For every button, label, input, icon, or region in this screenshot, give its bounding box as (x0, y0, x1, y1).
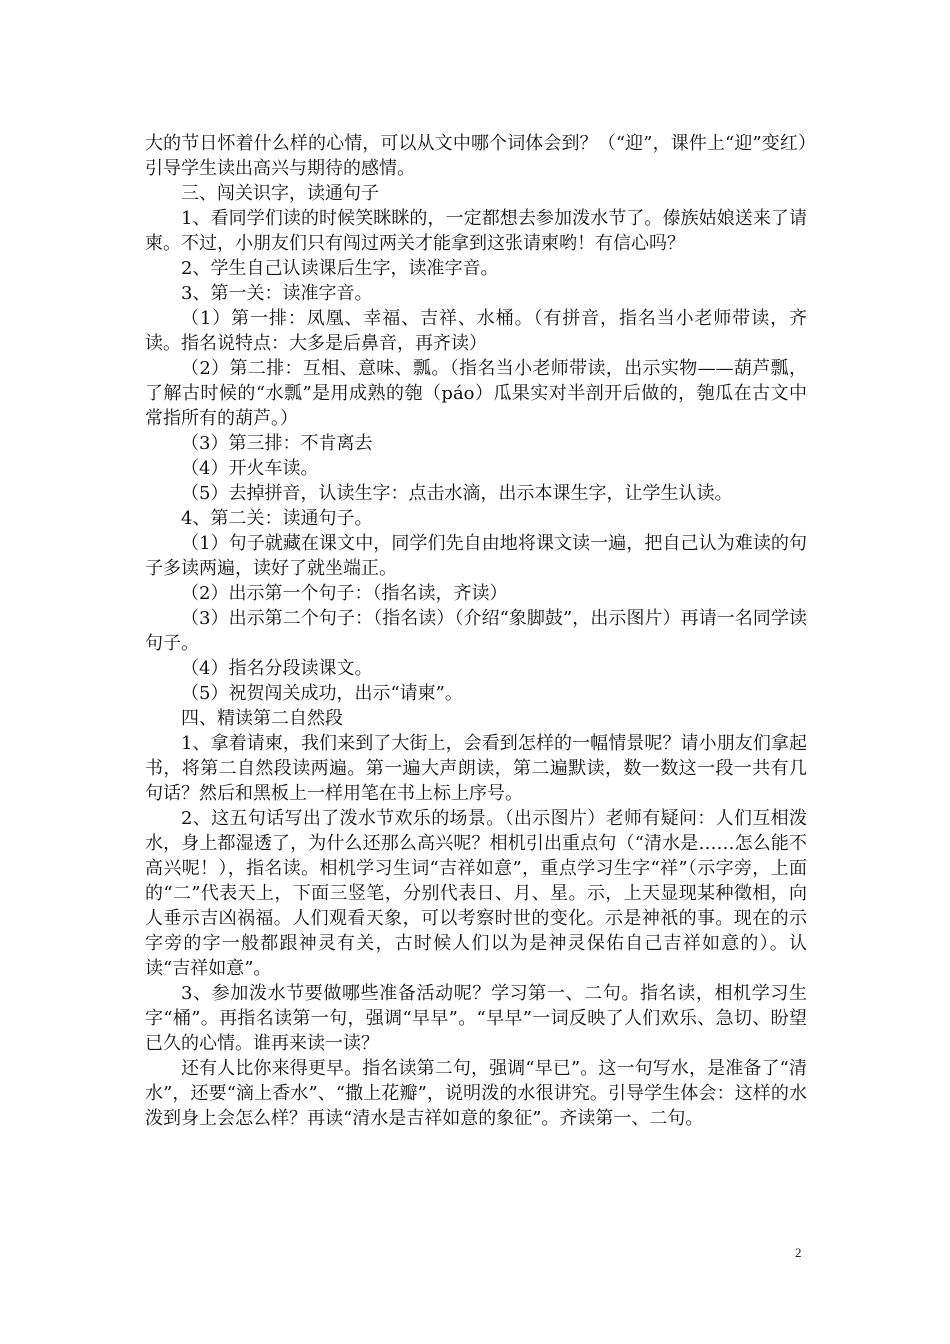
paragraph: （4）指名分段读课文。 (181, 658, 373, 679)
paragraph: （4）开火车读。 (181, 458, 319, 479)
section-heading-3: 三、闯关识字，读通句子 (181, 183, 379, 204)
paragraph: 3、参加泼水节要做哪些准备活动呢？学习第一、二句。指名读，相机学习生字“桶”。再指名读第一句，强调“早早”。“早早”一词反映了人们欢乐、急切、盼望已久的心情。谁再来读一读？ (145, 983, 807, 1054)
paragraph: （2）第二排：互相、意味、瓢。（指名当小老师带读，出示实物——葫芦瓢，了解古时候的“水瓢”是用成熟的匏（páo）瓜果实对半剖开后做的，匏瓜在古文中常指所有的葫芦。） (145, 358, 807, 429)
paragraph: （1）第一排：凤凰、幸福、吉祥、水桶。（有拼音，指名当小老师带读，齐读。指名说特点：大多是后鼻音，再齐读） (145, 308, 807, 354)
paragraph: 2、这五句话写出了泼水节欢乐的场景。（出示图片）老师有疑问：人们互相泼水，身上都湿透了，为什么还那么高兴呢？相机引出重点句（“清水是……怎么能不高兴呢！），指名读。相机学习生词“吉祥如意”，重点学习生字“祥”（示字旁，上面的“二”代表天上，下面三竖笔，分别代表日、月、星。示，上天显现某种徵相，向人垂示吉凶祸福。人们观看天象，可以考察时世的变化。示是神祇的事。现在的示字旁的字一般都跟神灵有关，古时候人们以为是神灵保佑自己吉祥如意的）。认读“吉祥如意”。 (145, 808, 807, 979)
paragraph: （3）第三排：不肯离去 (181, 433, 373, 454)
paragraph: （5）祝贺闯关成功，出示“请柬”。 (181, 683, 463, 704)
paragraph: 1、看同学们读的时候笑眯眯的，一定都想去参加泼水节了。傣族姑娘送来了请柬。不过，小朋友们只有闯过两关才能拿到这张请柬哟！有信心吗？ (145, 208, 807, 254)
paragraph-continuation: 大的节日怀着什么样的心情，可以从文中哪个词体会到？（“迎”，课件上“迎”变红）引导学生读出高兴与期待的感情。 (145, 133, 807, 179)
section-heading-4: 四、精读第二自然段 (181, 708, 343, 729)
paragraph: （1）句子就藏在课文中，同学们先自由地将课文读一遍，把自己认为难读的句子多读两遍，读好了就坐端正。 (145, 533, 807, 579)
paragraph: 3、第一关：读准字音。 (181, 283, 373, 304)
paragraph: 2、学生自己认读课后生字，读准字音。 (181, 258, 499, 279)
paragraph: （2）出示第一个句子：（指名读，齐读） (181, 583, 508, 604)
page-number: 2 (795, 1245, 802, 1260)
paragraph: （3）出示第二个句子：（指名读）（介绍“象脚鼓”，出示图片）再请一名同学读句子。 (145, 608, 807, 654)
paragraph: 4、第二关：读通句子。 (181, 508, 373, 529)
paragraph: （5）去掉拼音，认读生字：点击水滴，出示本课生字，让学生认读。 (181, 483, 733, 504)
paragraph: 1、拿着请柬，我们来到了大街上，会看到怎样的一幅情景呢？请小朋友们拿起书，将第二自然段读两遍。第一遍大声朗读，第二遍默读，数一数这一段一共有几句话？然后和黑板上一样用笔在书上标上序号。 (145, 733, 807, 804)
document-body (145, 131, 807, 1131)
paragraph: 还有人比你来得更早。指名读第二句，强调“早已”。这一句写水，是准备了“清水”，还要“滴上香水”、“撒上花瓣”，说明泼的水很讲究。引导学生体会：这样的水泼到身上会怎么样？再读“清水是吉祥如意的象征”。齐读第一、二句。 (145, 1058, 807, 1129)
